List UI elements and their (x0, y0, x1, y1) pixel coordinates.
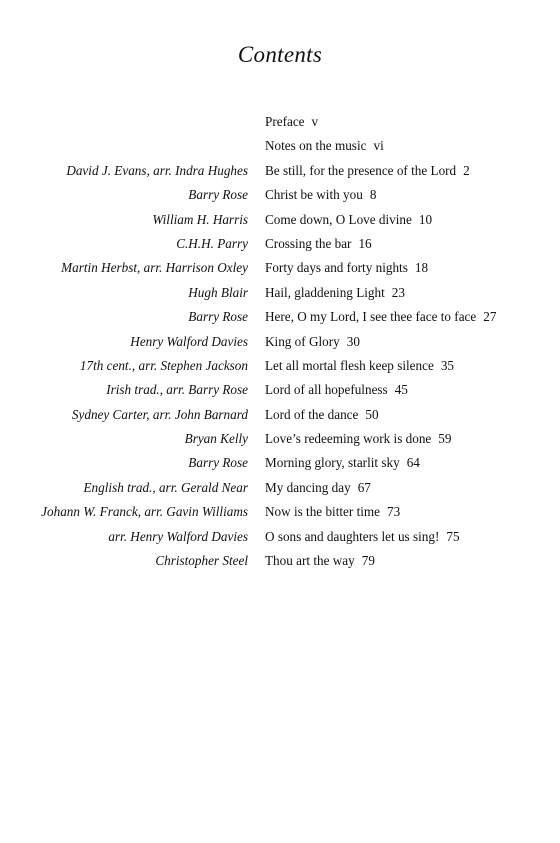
toc-composer: Barry Rose (188, 309, 248, 325)
toc-title: My dancing day (265, 479, 351, 495)
toc-title-group (265, 305, 496, 329)
toc-page-number: 35 (440, 357, 454, 373)
toc-page-number: 2 (463, 162, 470, 178)
toc-composer: C.H.H. Parry (176, 235, 248, 251)
toc-entry (0, 159, 560, 183)
toc-title-group (265, 183, 376, 207)
toc-title: Lord of the dance (265, 406, 359, 422)
toc-title-group (265, 549, 375, 573)
toc-composer: 17th cent., arr. Stephen Jackson (79, 357, 248, 373)
toc-entry (0, 451, 560, 475)
toc-composer: Johann W. Franck, arr. Gavin Williams (41, 504, 248, 520)
toc-title-group (265, 451, 420, 475)
toc-entry (0, 525, 560, 549)
toc-page-number: 23 (391, 284, 405, 300)
toc-title-group (265, 525, 460, 549)
page-title: Contents (237, 42, 323, 67)
toc-page-number: 10 (418, 211, 433, 227)
toc-entry (0, 354, 560, 378)
toc-page-number: 30 (346, 333, 360, 349)
toc-page-number: vi (373, 138, 384, 154)
toc-entry (0, 110, 560, 134)
table-of-contents (0, 110, 560, 573)
toc-composer: Irish trad., arr. Barry Rose (106, 382, 248, 398)
toc-title-group (265, 403, 379, 427)
toc-title-group (265, 427, 451, 451)
toc-title-group (265, 330, 360, 354)
toc-page-number: 45 (394, 382, 408, 398)
toc-title-group (265, 208, 432, 232)
toc-composer: arr. Henry Walford Davies (108, 528, 248, 544)
toc-title: Forty days and forty nights (265, 260, 408, 276)
toc-title: Be still, for the presence of the Lord (265, 162, 457, 178)
toc-page-number: 73 (387, 504, 401, 520)
toc-title-group (265, 500, 400, 524)
toc-page-number: 8 (369, 187, 377, 203)
toc-title: Now is the bitter time (265, 504, 381, 520)
toc-composer: Sydney Carter, arr. John Barnard (71, 406, 248, 422)
toc-entry (0, 232, 560, 256)
toc-entry (0, 476, 560, 500)
toc-page-number: 59 (438, 431, 452, 447)
toc-page-number: 50 (365, 406, 379, 422)
toc-entry (0, 305, 560, 329)
toc-composer: English trad., arr. Gerald Near (83, 479, 248, 495)
toc-title: Let all mortal flesh keep silence (265, 357, 434, 373)
toc-title-group (265, 110, 318, 134)
toc-title: Come down, O Love divine (265, 211, 412, 227)
toc-composer: Martin Herbst, arr. Harrison Oxley (61, 260, 248, 276)
toc-composer: Christopher Steel (155, 553, 248, 569)
toc-page-number: 67 (357, 479, 371, 495)
toc-title-group (265, 476, 371, 500)
toc-entry (0, 281, 560, 305)
toc-title: Here, O my Lord, I see thee face to face (265, 309, 477, 325)
toc-page-number: 18 (414, 260, 429, 276)
toc-composer: Hugh Blair (188, 284, 248, 300)
toc-entry (0, 549, 560, 573)
toc-page-number: 16 (358, 235, 372, 251)
toc-title: Preface (265, 114, 305, 129)
toc-entry (0, 208, 560, 232)
toc-page-number: 27 (483, 309, 497, 325)
toc-entry (0, 183, 560, 207)
toc-title: Hail, gladdening Light (265, 284, 385, 300)
toc-composer: Barry Rose (188, 187, 248, 203)
toc-entry (0, 256, 560, 280)
toc-title: Notes on the music (265, 138, 367, 154)
toc-entry (0, 500, 560, 524)
toc-composer: Bryan Kelly (184, 431, 248, 447)
toc-title: Morning glory, starlit sky (265, 455, 400, 471)
toc-page-number: 64 (406, 455, 420, 471)
toc-entry (0, 378, 560, 402)
toc-entry (0, 403, 560, 427)
toc-title-group (265, 159, 470, 183)
toc-title-group (265, 281, 405, 305)
toc-title-group (265, 378, 408, 402)
toc-title-group (265, 134, 384, 158)
toc-entry (0, 134, 560, 158)
toc-title: Thou art the way (265, 553, 355, 569)
toc-composer: Barry Rose (188, 455, 248, 471)
toc-title-group (265, 354, 454, 378)
toc-entry (0, 427, 560, 451)
toc-page-number: 75 (446, 528, 460, 544)
toc-page-number: v (311, 114, 319, 129)
toc-composer: Henry Walford Davies (130, 333, 248, 349)
toc-title: Love’s redeeming work is done (265, 431, 432, 447)
toc-page-number: 79 (361, 553, 375, 569)
toc-title: Crossing the bar (265, 235, 352, 251)
toc-title-group (265, 232, 372, 256)
toc-title: Christ be with you (265, 187, 363, 203)
toc-composer: David J. Evans, arr. Indra Hughes (66, 162, 248, 178)
toc-title: O sons and daughters let us sing! (265, 528, 440, 544)
toc-title-group (265, 256, 428, 280)
toc-title: Lord of all hopefulness (265, 382, 388, 398)
toc-title: King of Glory (265, 333, 340, 349)
toc-composer: William H. Harris (152, 211, 248, 227)
toc-entry (0, 330, 560, 354)
